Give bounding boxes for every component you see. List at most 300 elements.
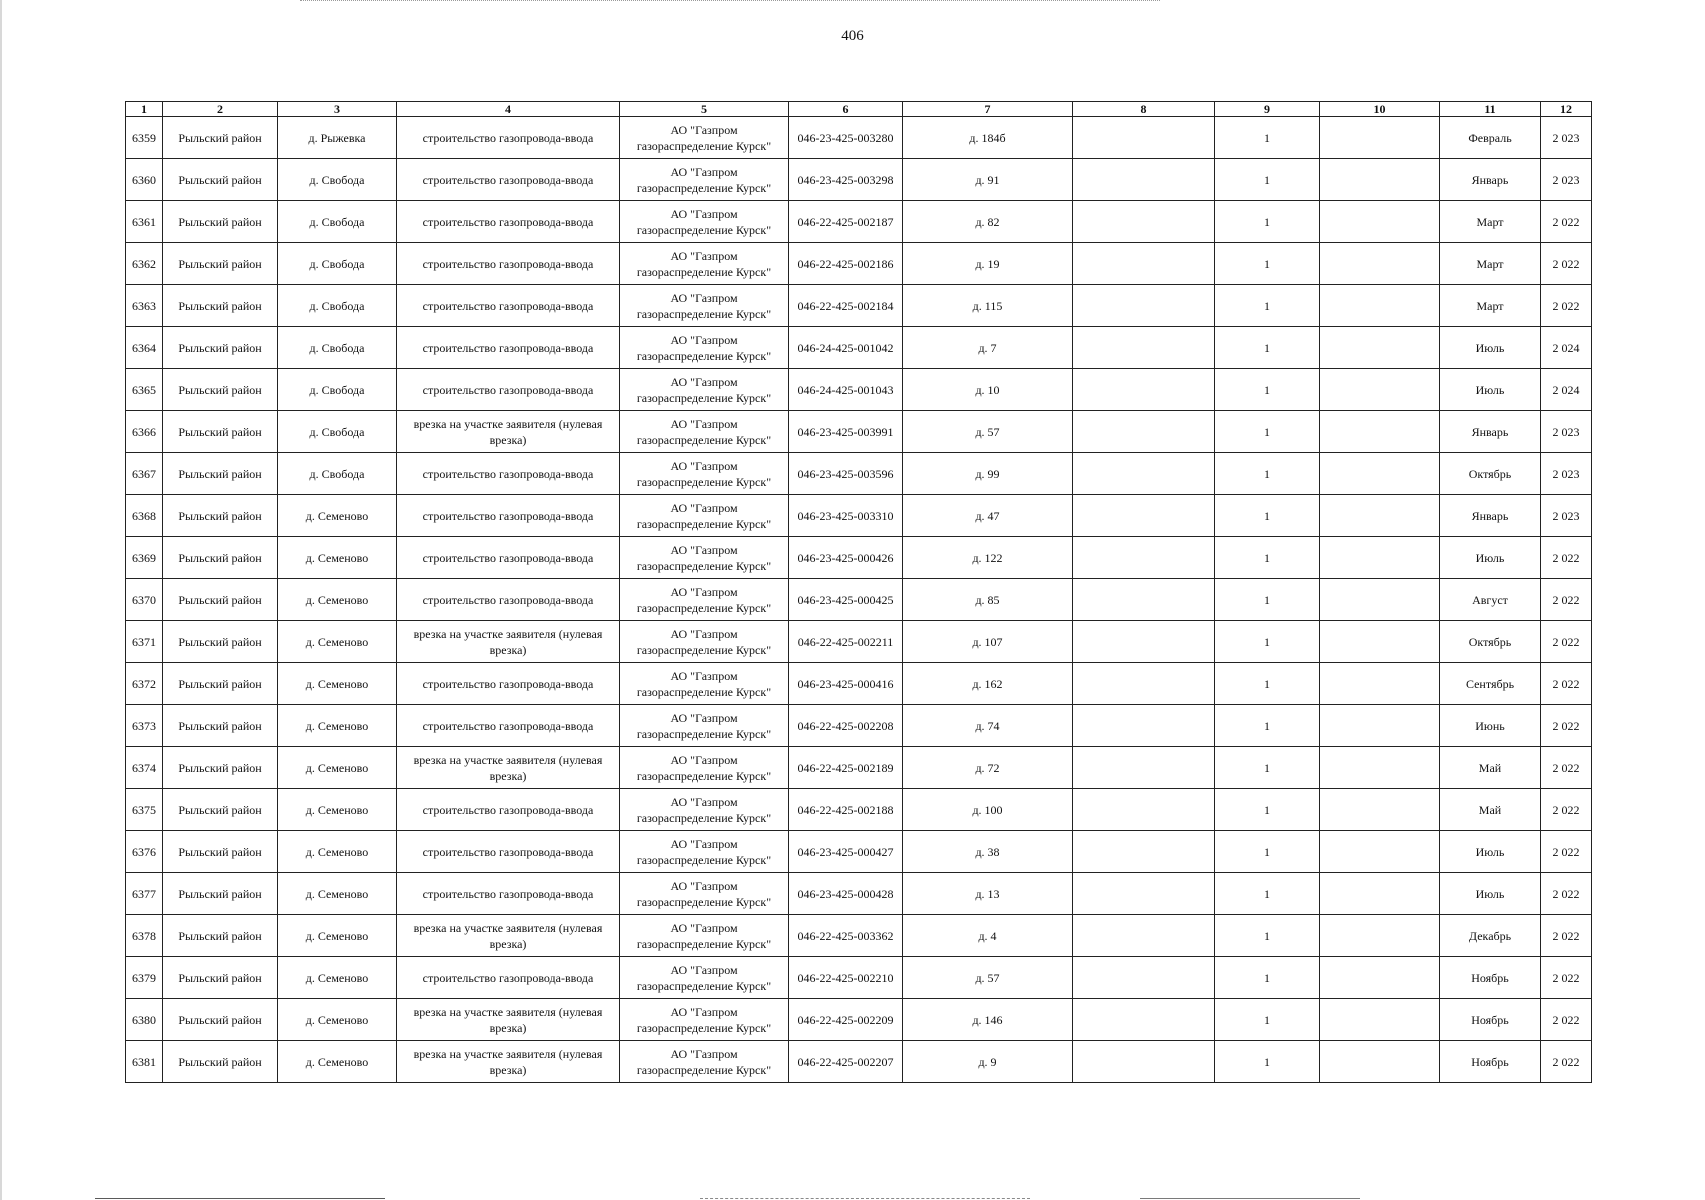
col8-cell: [1073, 327, 1215, 369]
table-row: [126, 117, 1592, 159]
house-cell: д. 100: [903, 789, 1073, 831]
district-cell: Рыльский район: [163, 999, 278, 1041]
col8-cell: [1073, 621, 1215, 663]
work-type-cell: строительство газопровода-ввода: [397, 117, 620, 159]
settlement-cell: д. Семеново: [278, 789, 397, 831]
organization-cell: АО "Газпром газораспределение Курск": [620, 663, 789, 705]
col10-cell: [1320, 495, 1440, 537]
work-type-cell: строительство газопровода-ввода: [397, 369, 620, 411]
organization-cell: АО "Газпром газораспределение Курск": [620, 117, 789, 159]
settlement-cell: д. Семеново: [278, 1041, 397, 1083]
scan-top-artifact: [300, 0, 1160, 4]
table-row: [126, 495, 1592, 537]
quantity-cell: 1: [1215, 663, 1320, 705]
col10-cell: [1320, 285, 1440, 327]
settlement-cell: д. Свобода: [278, 327, 397, 369]
row-number-cell: 6378: [126, 915, 163, 957]
settlement-cell: д. Рыжевка: [278, 117, 397, 159]
row-number-cell: 6374: [126, 747, 163, 789]
year-cell: 2 024: [1541, 327, 1592, 369]
table-row: [126, 201, 1592, 243]
column-header: 12: [1541, 102, 1592, 117]
row-number-cell: 6364: [126, 327, 163, 369]
district-cell: Рыльский район: [163, 831, 278, 873]
settlement-cell: д. Свобода: [278, 369, 397, 411]
house-cell: д. 115: [903, 285, 1073, 327]
work-type-cell: врезка на участке заявителя (нулевая врезка): [397, 999, 620, 1041]
row-number-cell: 6372: [126, 663, 163, 705]
row-number-cell: 6362: [126, 243, 163, 285]
work-type-cell: строительство газопровода-ввода: [397, 159, 620, 201]
application-number-cell: 046-22-425-002208: [789, 705, 903, 747]
work-type-cell: строительство газопровода-ввода: [397, 201, 620, 243]
col8-cell: [1073, 285, 1215, 327]
house-cell: д. 74: [903, 705, 1073, 747]
row-number-cell: 6360: [126, 159, 163, 201]
table-row: [126, 537, 1592, 579]
district-cell: Рыльский район: [163, 327, 278, 369]
organization-cell: АО "Газпром газораспределение Курск": [620, 159, 789, 201]
month-cell: Март: [1440, 243, 1541, 285]
year-cell: 2 022: [1541, 1041, 1592, 1083]
settlement-cell: д. Семеново: [278, 831, 397, 873]
table-row: [126, 873, 1592, 915]
gas-connection-table: [125, 101, 1592, 1083]
house-cell: д. 146: [903, 999, 1073, 1041]
year-cell: 2 022: [1541, 705, 1592, 747]
table-row: [126, 999, 1592, 1041]
district-cell: Рыльский район: [163, 663, 278, 705]
year-cell: 2 023: [1541, 159, 1592, 201]
organization-cell: АО "Газпром газораспределение Курск": [620, 789, 789, 831]
quantity-cell: 1: [1215, 411, 1320, 453]
quantity-cell: 1: [1215, 537, 1320, 579]
organization-cell: АО "Газпром газораспределение Курск": [620, 201, 789, 243]
application-number-cell: 046-23-425-000426: [789, 537, 903, 579]
quantity-cell: 1: [1215, 285, 1320, 327]
col8-cell: [1073, 243, 1215, 285]
table-row: [126, 411, 1592, 453]
organization-cell: АО "Газпром газораспределение Курск": [620, 873, 789, 915]
district-cell: Рыльский район: [163, 873, 278, 915]
settlement-cell: д. Свобода: [278, 411, 397, 453]
house-cell: д. 47: [903, 495, 1073, 537]
table-body: [126, 117, 1592, 1083]
application-number-cell: 046-24-425-001043: [789, 369, 903, 411]
col8-cell: [1073, 579, 1215, 621]
quantity-cell: 1: [1215, 705, 1320, 747]
table-row: [126, 579, 1592, 621]
district-cell: Рыльский район: [163, 537, 278, 579]
col8-cell: [1073, 789, 1215, 831]
work-type-cell: строительство газопровода-ввода: [397, 663, 620, 705]
settlement-cell: д. Семеново: [278, 705, 397, 747]
work-type-cell: строительство газопровода-ввода: [397, 495, 620, 537]
application-number-cell: 046-23-425-003310: [789, 495, 903, 537]
settlement-cell: д. Семеново: [278, 579, 397, 621]
application-number-cell: 046-23-425-000416: [789, 663, 903, 705]
application-number-cell: 046-22-425-002186: [789, 243, 903, 285]
house-cell: д. 57: [903, 957, 1073, 999]
year-cell: 2 022: [1541, 201, 1592, 243]
col10-cell: [1320, 201, 1440, 243]
month-cell: Март: [1440, 285, 1541, 327]
application-number-cell: 046-22-425-002210: [789, 957, 903, 999]
district-cell: Рыльский район: [163, 789, 278, 831]
quantity-cell: 1: [1215, 789, 1320, 831]
col8-cell: [1073, 369, 1215, 411]
organization-cell: АО "Газпром газораспределение Курск": [620, 621, 789, 663]
month-cell: Ноябрь: [1440, 999, 1541, 1041]
house-cell: д. 91: [903, 159, 1073, 201]
settlement-cell: д. Семеново: [278, 915, 397, 957]
house-cell: д. 7: [903, 327, 1073, 369]
district-cell: Рыльский район: [163, 495, 278, 537]
work-type-cell: врезка на участке заявителя (нулевая врезка): [397, 621, 620, 663]
col10-cell: [1320, 453, 1440, 495]
quantity-cell: 1: [1215, 999, 1320, 1041]
organization-cell: АО "Газпром газораспределение Курск": [620, 579, 789, 621]
row-number-cell: 6376: [126, 831, 163, 873]
row-number-cell: 6366: [126, 411, 163, 453]
year-cell: 2 022: [1541, 285, 1592, 327]
column-header: 2: [163, 102, 278, 117]
row-number-cell: 6379: [126, 957, 163, 999]
house-cell: д. 9: [903, 1041, 1073, 1083]
col10-cell: [1320, 1041, 1440, 1083]
quantity-cell: 1: [1215, 957, 1320, 999]
house-cell: д. 184б: [903, 117, 1073, 159]
month-cell: Июль: [1440, 327, 1541, 369]
district-cell: Рыльский район: [163, 117, 278, 159]
settlement-cell: д. Семеново: [278, 537, 397, 579]
application-number-cell: 046-23-425-003298: [789, 159, 903, 201]
page-number: 406: [841, 28, 864, 44]
table-row: [126, 663, 1592, 705]
application-number-cell: 046-24-425-001042: [789, 327, 903, 369]
organization-cell: АО "Газпром газораспределение Курск": [620, 453, 789, 495]
house-cell: д. 72: [903, 747, 1073, 789]
work-type-cell: строительство газопровода-ввода: [397, 453, 620, 495]
quantity-cell: 1: [1215, 201, 1320, 243]
organization-cell: АО "Газпром газораспределение Курск": [620, 537, 789, 579]
month-cell: Май: [1440, 747, 1541, 789]
col10-cell: [1320, 327, 1440, 369]
month-cell: Август: [1440, 579, 1541, 621]
row-number-cell: 6367: [126, 453, 163, 495]
column-header: 6: [789, 102, 903, 117]
row-number-cell: 6359: [126, 117, 163, 159]
work-type-cell: строительство газопровода-ввода: [397, 789, 620, 831]
table-row: [126, 453, 1592, 495]
col10-cell: [1320, 411, 1440, 453]
house-cell: д. 82: [903, 201, 1073, 243]
month-cell: Июль: [1440, 831, 1541, 873]
settlement-cell: д. Семеново: [278, 957, 397, 999]
month-cell: Октябрь: [1440, 453, 1541, 495]
house-cell: д. 162: [903, 663, 1073, 705]
organization-cell: АО "Газпром газораспределение Курск": [620, 243, 789, 285]
month-cell: Июль: [1440, 537, 1541, 579]
column-header: 8: [1073, 102, 1215, 117]
organization-cell: АО "Газпром газораспределение Курск": [620, 411, 789, 453]
col8-cell: [1073, 747, 1215, 789]
col8-cell: [1073, 831, 1215, 873]
col8-cell: [1073, 495, 1215, 537]
col10-cell: [1320, 915, 1440, 957]
col8-cell: [1073, 159, 1215, 201]
organization-cell: АО "Газпром газораспределение Курск": [620, 327, 789, 369]
table-row: [126, 915, 1592, 957]
organization-cell: АО "Газпром газораспределение Курск": [620, 957, 789, 999]
col10-cell: [1320, 999, 1440, 1041]
organization-cell: АО "Газпром газораспределение Курск": [620, 831, 789, 873]
work-type-cell: строительство газопровода-ввода: [397, 243, 620, 285]
month-cell: Июль: [1440, 873, 1541, 915]
col8-cell: [1073, 915, 1215, 957]
month-cell: Сентябрь: [1440, 663, 1541, 705]
work-type-cell: врезка на участке заявителя (нулевая врезка): [397, 411, 620, 453]
application-number-cell: 046-22-425-002209: [789, 999, 903, 1041]
year-cell: 2 022: [1541, 873, 1592, 915]
column-header: 4: [397, 102, 620, 117]
organization-cell: АО "Газпром газораспределение Курск": [620, 915, 789, 957]
table-row: [126, 789, 1592, 831]
settlement-cell: д. Свобода: [278, 201, 397, 243]
bottom-rule: [95, 1198, 385, 1199]
organization-cell: АО "Газпром газораспределение Курск": [620, 705, 789, 747]
quantity-cell: 1: [1215, 915, 1320, 957]
scan-left-edge: [0, 0, 2, 1200]
quantity-cell: 1: [1215, 1041, 1320, 1083]
header-row: [126, 102, 1592, 117]
table-row: [126, 1041, 1592, 1083]
table-row: [126, 369, 1592, 411]
house-cell: д. 13: [903, 873, 1073, 915]
month-cell: Ноябрь: [1440, 957, 1541, 999]
organization-cell: АО "Газпром газораспределение Курск": [620, 999, 789, 1041]
col8-cell: [1073, 117, 1215, 159]
col10-cell: [1320, 957, 1440, 999]
col10-cell: [1320, 159, 1440, 201]
work-type-cell: строительство газопровода-ввода: [397, 705, 620, 747]
month-cell: Октябрь: [1440, 621, 1541, 663]
col8-cell: [1073, 663, 1215, 705]
district-cell: Рыльский район: [163, 159, 278, 201]
col10-cell: [1320, 747, 1440, 789]
district-cell: Рыльский район: [163, 243, 278, 285]
year-cell: 2 023: [1541, 453, 1592, 495]
month-cell: Июль: [1440, 369, 1541, 411]
table-row: [126, 831, 1592, 873]
organization-cell: АО "Газпром газораспределение Курск": [620, 747, 789, 789]
year-cell: 2 022: [1541, 999, 1592, 1041]
month-cell: Март: [1440, 201, 1541, 243]
quantity-cell: 1: [1215, 579, 1320, 621]
row-number-cell: 6369: [126, 537, 163, 579]
house-cell: д. 57: [903, 411, 1073, 453]
column-header: 10: [1320, 102, 1440, 117]
district-cell: Рыльский район: [163, 411, 278, 453]
month-cell: Февраль: [1440, 117, 1541, 159]
work-type-cell: строительство газопровода-ввода: [397, 285, 620, 327]
col8-cell: [1073, 537, 1215, 579]
district-cell: Рыльский район: [163, 369, 278, 411]
work-type-cell: врезка на участке заявителя (нулевая врезка): [397, 747, 620, 789]
district-cell: Рыльский район: [163, 453, 278, 495]
district-cell: Рыльский район: [163, 957, 278, 999]
work-type-cell: врезка на участке заявителя (нулевая врезка): [397, 915, 620, 957]
settlement-cell: д. Семеново: [278, 663, 397, 705]
application-number-cell: 046-22-425-002184: [789, 285, 903, 327]
col10-cell: [1320, 117, 1440, 159]
district-cell: Рыльский район: [163, 705, 278, 747]
quantity-cell: 1: [1215, 495, 1320, 537]
house-cell: д. 122: [903, 537, 1073, 579]
settlement-cell: д. Свобода: [278, 243, 397, 285]
house-cell: д. 85: [903, 579, 1073, 621]
organization-cell: АО "Газпром газораспределение Курск": [620, 285, 789, 327]
quantity-cell: 1: [1215, 327, 1320, 369]
quantity-cell: 1: [1215, 621, 1320, 663]
work-type-cell: строительство газопровода-ввода: [397, 831, 620, 873]
year-cell: 2 022: [1541, 243, 1592, 285]
month-cell: Ноябрь: [1440, 1041, 1541, 1083]
row-number-cell: 6361: [126, 201, 163, 243]
col8-cell: [1073, 201, 1215, 243]
work-type-cell: строительство газопровода-ввода: [397, 957, 620, 999]
house-cell: д. 10: [903, 369, 1073, 411]
work-type-cell: строительство газопровода-ввода: [397, 873, 620, 915]
col10-cell: [1320, 789, 1440, 831]
district-cell: Рыльский район: [163, 621, 278, 663]
year-cell: 2 022: [1541, 789, 1592, 831]
application-number-cell: 046-23-425-003991: [789, 411, 903, 453]
table-row: [126, 243, 1592, 285]
work-type-cell: строительство газопровода-ввода: [397, 327, 620, 369]
col10-cell: [1320, 705, 1440, 747]
table-header: [126, 102, 1592, 117]
year-cell: 2 022: [1541, 579, 1592, 621]
col8-cell: [1073, 453, 1215, 495]
quantity-cell: 1: [1215, 453, 1320, 495]
organization-cell: АО "Газпром газораспределение Курск": [620, 495, 789, 537]
application-number-cell: 046-22-425-002207: [789, 1041, 903, 1083]
col10-cell: [1320, 831, 1440, 873]
month-cell: Январь: [1440, 411, 1541, 453]
application-number-cell: 046-23-425-000425: [789, 579, 903, 621]
row-number-cell: 6381: [126, 1041, 163, 1083]
settlement-cell: д. Семеново: [278, 873, 397, 915]
year-cell: 2 022: [1541, 747, 1592, 789]
quantity-cell: 1: [1215, 873, 1320, 915]
application-number-cell: 046-22-425-003362: [789, 915, 903, 957]
col8-cell: [1073, 705, 1215, 747]
settlement-cell: д. Семеново: [278, 621, 397, 663]
column-header: 7: [903, 102, 1073, 117]
house-cell: д. 38: [903, 831, 1073, 873]
table-row: [126, 705, 1592, 747]
row-number-cell: 6363: [126, 285, 163, 327]
quantity-cell: 1: [1215, 369, 1320, 411]
application-number-cell: 046-22-425-002189: [789, 747, 903, 789]
column-header: 11: [1440, 102, 1541, 117]
col10-cell: [1320, 243, 1440, 285]
settlement-cell: д. Свобода: [278, 159, 397, 201]
row-number-cell: 6375: [126, 789, 163, 831]
col10-cell: [1320, 369, 1440, 411]
district-cell: Рыльский район: [163, 747, 278, 789]
bottom-rule: [1140, 1198, 1360, 1199]
application-number-cell: 046-22-425-002188: [789, 789, 903, 831]
quantity-cell: 1: [1215, 117, 1320, 159]
row-number-cell: 6377: [126, 873, 163, 915]
column-header: 3: [278, 102, 397, 117]
organization-cell: АО "Газпром газораспределение Курск": [620, 369, 789, 411]
month-cell: Январь: [1440, 495, 1541, 537]
table-row: [126, 159, 1592, 201]
work-type-cell: строительство газопровода-ввода: [397, 537, 620, 579]
year-cell: 2 023: [1541, 117, 1592, 159]
quantity-cell: 1: [1215, 159, 1320, 201]
col10-cell: [1320, 663, 1440, 705]
year-cell: 2 022: [1541, 663, 1592, 705]
district-cell: Рыльский район: [163, 915, 278, 957]
settlement-cell: д. Семеново: [278, 495, 397, 537]
quantity-cell: 1: [1215, 747, 1320, 789]
house-cell: д. 19: [903, 243, 1073, 285]
col8-cell: [1073, 873, 1215, 915]
district-cell: Рыльский район: [163, 201, 278, 243]
table-row: [126, 327, 1592, 369]
row-number-cell: 6380: [126, 999, 163, 1041]
row-number-cell: 6365: [126, 369, 163, 411]
col8-cell: [1073, 411, 1215, 453]
column-header: 1: [126, 102, 163, 117]
col8-cell: [1073, 1041, 1215, 1083]
col8-cell: [1073, 957, 1215, 999]
quantity-cell: 1: [1215, 831, 1320, 873]
col8-cell: [1073, 999, 1215, 1041]
settlement-cell: д. Свобода: [278, 285, 397, 327]
application-number-cell: 046-22-425-002187: [789, 201, 903, 243]
year-cell: 2 022: [1541, 831, 1592, 873]
row-number-cell: 6370: [126, 579, 163, 621]
table-row: [126, 621, 1592, 663]
year-cell: 2 023: [1541, 411, 1592, 453]
work-type-cell: строительство газопровода-ввода: [397, 579, 620, 621]
quantity-cell: 1: [1215, 243, 1320, 285]
application-number-cell: 046-22-425-002211: [789, 621, 903, 663]
col10-cell: [1320, 537, 1440, 579]
col10-cell: [1320, 579, 1440, 621]
house-cell: д. 4: [903, 915, 1073, 957]
row-number-cell: 6371: [126, 621, 163, 663]
work-type-cell: врезка на участке заявителя (нулевая врезка): [397, 1041, 620, 1083]
year-cell: 2 022: [1541, 621, 1592, 663]
application-number-cell: 046-23-425-003596: [789, 453, 903, 495]
house-cell: д. 99: [903, 453, 1073, 495]
col10-cell: [1320, 621, 1440, 663]
col10-cell: [1320, 873, 1440, 915]
row-number-cell: 6368: [126, 495, 163, 537]
table-row: [126, 747, 1592, 789]
year-cell: 2 022: [1541, 915, 1592, 957]
application-number-cell: 046-23-425-003280: [789, 117, 903, 159]
column-header: 9: [1215, 102, 1320, 117]
application-number-cell: 046-23-425-000427: [789, 831, 903, 873]
month-cell: Декабрь: [1440, 915, 1541, 957]
